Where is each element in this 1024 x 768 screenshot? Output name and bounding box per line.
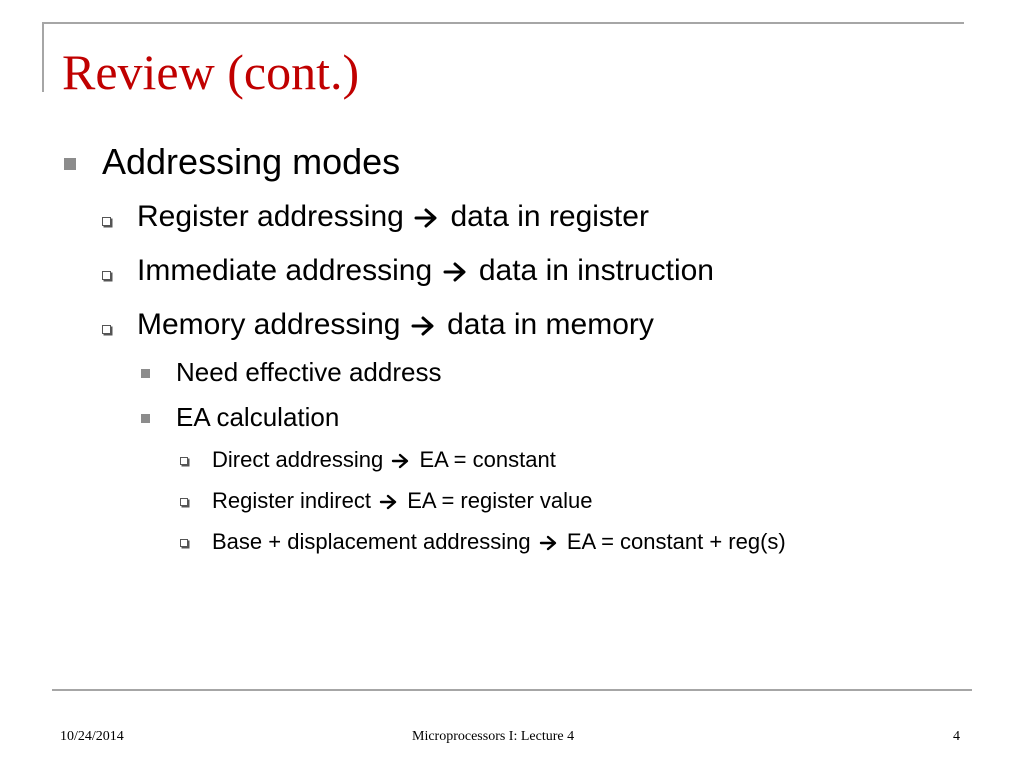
- bullet-ea-calculation: [176, 401, 339, 433]
- bullet-text: Register addressing: [137, 200, 404, 233]
- bullet-result: EA = register value: [407, 488, 593, 513]
- filled-square-icon: [141, 414, 150, 423]
- bullet-base-displacement: [212, 528, 786, 556]
- right-arrow-icon: [414, 207, 440, 229]
- hollow-square-icon: [102, 217, 111, 226]
- bullet-result: data in memory: [447, 308, 654, 341]
- bullet-result: EA = constant + reg(s): [566, 529, 786, 554]
- bullet-text: Base + displacement addressing: [212, 529, 531, 554]
- bullet-text: Register indirect: [212, 488, 371, 513]
- bullet-result: data in register: [450, 200, 649, 233]
- right-arrow-icon: [391, 452, 411, 470]
- footer-course: Microprocessors I: Lecture 4: [412, 729, 575, 744]
- filled-square-icon: [141, 369, 150, 378]
- hollow-square-icon: [180, 498, 188, 506]
- bullet-text: Need effective address: [176, 357, 442, 387]
- hollow-square-icon: [102, 271, 111, 280]
- bullet-memory-addressing: [137, 307, 654, 343]
- bullet-result: data in instruction: [478, 254, 714, 287]
- hollow-square-icon: [180, 539, 188, 547]
- bullet-register-indirect: [212, 487, 592, 515]
- filled-square-icon: [64, 158, 76, 170]
- title-frame-left-rule: [42, 22, 44, 92]
- bullet-need-effective-address: [176, 356, 441, 388]
- right-arrow-icon: [539, 534, 559, 552]
- bullet-text: Memory addressing: [137, 308, 401, 341]
- bullet-direct-addressing: [212, 446, 556, 474]
- bullet-text: Immediate addressing: [137, 254, 433, 287]
- hollow-square-icon: [102, 325, 111, 334]
- slide-title: Review (cont.): [62, 44, 360, 100]
- right-arrow-icon: [443, 261, 469, 283]
- bullet-result: EA = constant: [419, 447, 556, 472]
- bullet-addressing-modes: [102, 142, 400, 182]
- bullet-text: Direct addressing: [212, 447, 384, 472]
- bullet-text: EA calculation: [176, 402, 340, 432]
- footer-rule: [52, 689, 972, 691]
- bullet-text: Addressing modes: [102, 141, 401, 182]
- footer-page-number: 4: [953, 729, 960, 744]
- right-arrow-icon: [411, 315, 437, 337]
- bullet-immediate-addressing: [137, 253, 714, 289]
- title-frame-top-rule: [42, 22, 964, 24]
- bullet-register-addressing: [137, 199, 649, 235]
- footer-date: 10/24/2014: [60, 729, 124, 744]
- hollow-square-icon: [180, 457, 188, 465]
- right-arrow-icon: [379, 493, 399, 511]
